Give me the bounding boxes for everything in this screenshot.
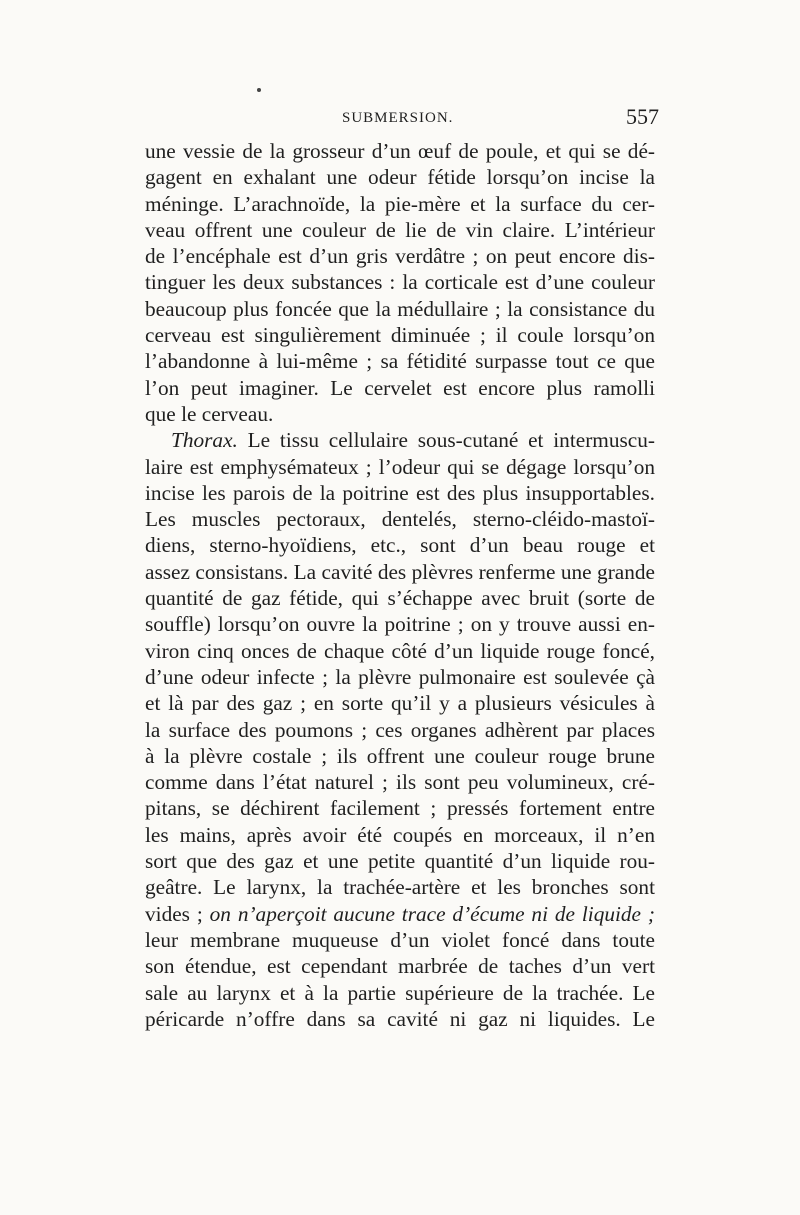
text-line: cerveau est singulièrement diminuée ; il coule lorsqu’on bbox=[145, 323, 655, 348]
text-line: souffle) lorsqu’on ouvre la poitrine ; on y trouve aussi en- bbox=[145, 612, 655, 637]
text-line: quantité de gaz fétide, qui s’échappe avec bruit (sorte de bbox=[145, 586, 655, 611]
text-line: assez consistans. La cavité des plèvres renferme une grande bbox=[145, 559, 655, 584]
body-text bbox=[145, 138, 655, 1032]
text-run: vides ; bbox=[145, 901, 210, 926]
text-line: les mains, après avoir été coupés en morceaux, il n’en bbox=[145, 822, 655, 847]
text-line: sort que des gaz et une petite quantité d’un liquide rou- bbox=[145, 849, 655, 874]
page-number: 557 bbox=[626, 104, 659, 129]
text-line: et là par des gaz ; en sorte qu’il y a plusieurs vésicules à bbox=[145, 691, 655, 716]
text-line: incise les parois de la poitrine est des plus insupportables. bbox=[145, 480, 655, 505]
text-run: Le tissu cellulaire sous-cutané et intermuscu- bbox=[247, 428, 655, 453]
text-line: tinguer les deux substances : la corticale est d’une couleur bbox=[145, 270, 655, 295]
text-line: à la plèvre costale ; ils offrent une couleur rouge brune bbox=[145, 743, 655, 768]
italic-emphasis: on n’aperçoit aucune trace d’écume ni de liquide ; bbox=[209, 901, 655, 926]
running-head: SUBMERSION. bbox=[342, 110, 454, 126]
paragraph-start-line bbox=[145, 427, 655, 453]
text-line: la surface des poumons ; ces organes adhèrent par places bbox=[145, 717, 655, 742]
text-line: d’une odeur infecte ; la plèvre pulmonaire est soulevée çà bbox=[145, 664, 655, 689]
text-line: gagent en exhalant une odeur fétide lorsqu’on incise la bbox=[145, 165, 655, 190]
text-line: sale au larynx et à la partie supérieure de la trachée. Le bbox=[145, 980, 655, 1005]
text-line: geâtre. Le larynx, la trachée-artère et les bronches sont bbox=[145, 875, 655, 900]
text-line: beaucoup plus foncée que la médullaire ; la consistance du bbox=[145, 296, 655, 321]
text-line: l’on peut imaginer. Le cervelet est encore plus ramolli bbox=[145, 375, 655, 400]
page-header bbox=[145, 104, 665, 134]
text-line: une vessie de la grosseur d’un œuf de poule, et qui se dé- bbox=[145, 139, 655, 163]
text-line: comme dans l’état naturel ; ils sont peu volumineux, cré- bbox=[145, 770, 655, 795]
text-line: Les muscles pectoraux, dentelés, sterno-cléido-mastoï- bbox=[145, 507, 655, 532]
text-line: son étendue, est cependant marbrée de taches d’un vert bbox=[145, 954, 655, 979]
text-line: méninge. L’arachnoïde, la pie-mère et la surface du cer- bbox=[145, 191, 655, 216]
section-heading-thorax: Thorax. bbox=[171, 428, 238, 453]
text-line: péricarde n’offre dans sa cavité ni gaz ni liquides. Le bbox=[145, 1006, 655, 1031]
ink-speck bbox=[257, 88, 261, 92]
mixed-text-line bbox=[145, 901, 655, 927]
text-line: laire est emphysémateux ; l’odeur qui se dégage lorsqu’on bbox=[145, 454, 655, 479]
text-line: diens, sterno-hyoïdiens, etc., sont d’un beau rouge et bbox=[145, 533, 655, 558]
text-line: de l’encéphale est d’un gris verdâtre ; on peut encore dis- bbox=[145, 244, 655, 269]
text-line: l’abandonne à lui-même ; sa fétidité surpasse tout ce que bbox=[145, 349, 655, 374]
text-line: pitans, se déchirent facilement ; pressés fortement entre bbox=[145, 796, 655, 821]
text-line: leur membrane muqueuse d’un violet foncé dans toute bbox=[145, 927, 655, 952]
text-line: viron cinq onces de chaque côté d’un liquide rouge foncé, bbox=[145, 638, 655, 663]
text-line: que le cerveau. bbox=[145, 401, 274, 426]
text-line: veau offrent une couleur de lie de vin claire. L’intérieur bbox=[145, 217, 655, 242]
